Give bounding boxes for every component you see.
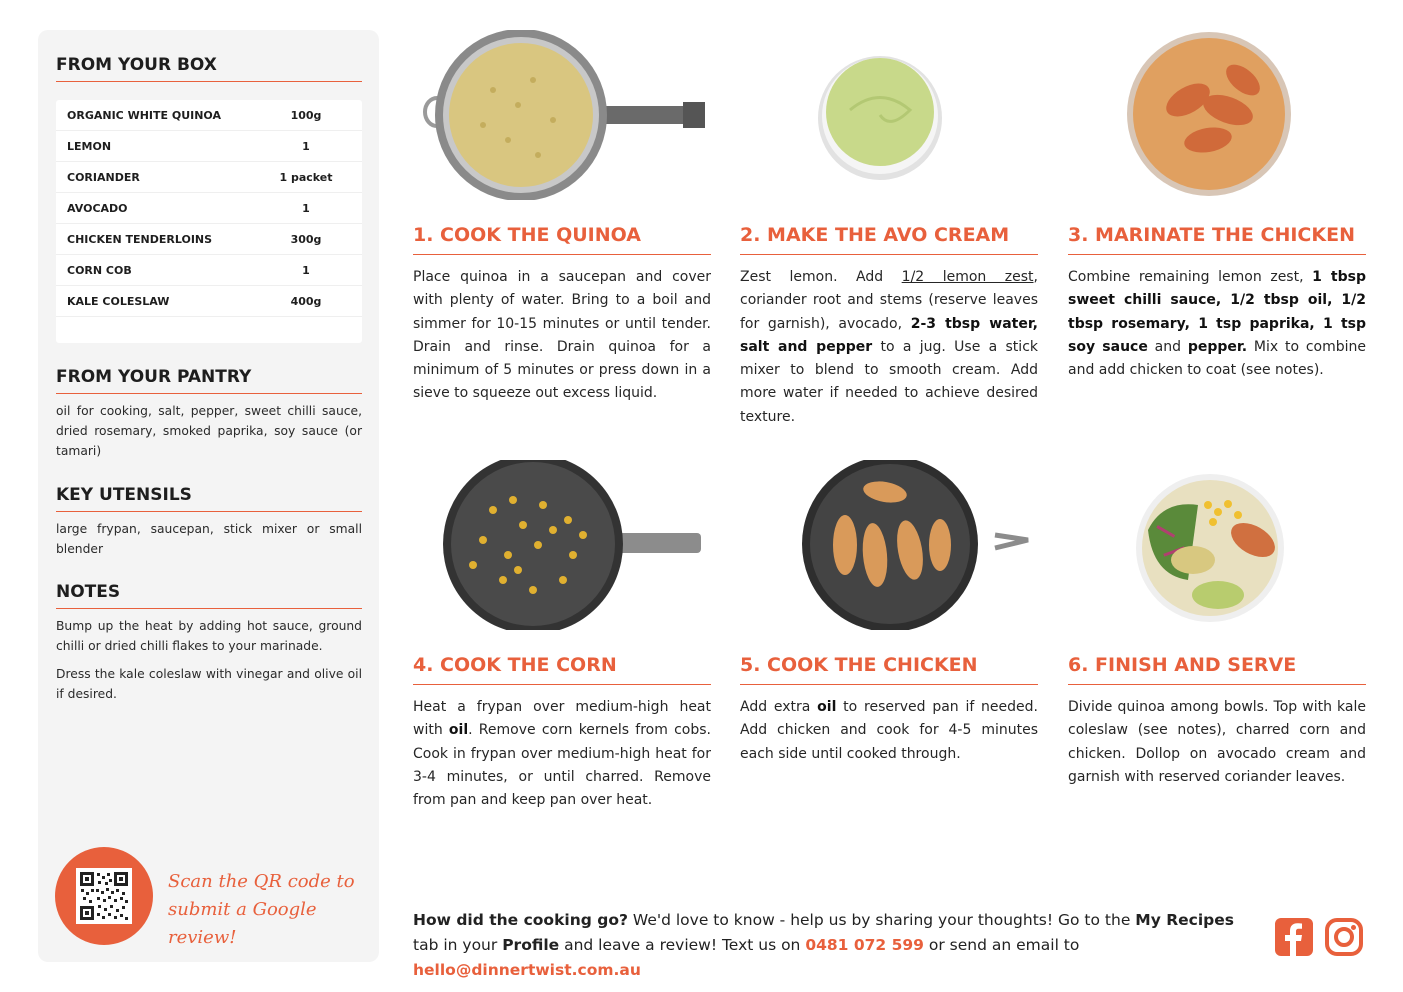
step-3-body <box>1068 266 1366 382</box>
underlined-ingredient: 1/2 lemon zest <box>901 269 1034 285</box>
review-footer <box>413 908 1263 983</box>
step-text: Combine remaining lemon zest, <box>1068 269 1313 285</box>
footer-text-4: or send an email to <box>923 936 1080 954</box>
step-1-title: 1. COOK THE QUINOA <box>413 224 711 255</box>
note-1: Bump up the heat by adding hot sauce, ground chilli or dried chilli flakes to your marinade. <box>56 619 362 653</box>
step-4-title: 4. COOK THE CORN <box>413 654 711 685</box>
ingredient-name: KALE COLESLAW <box>67 294 170 308</box>
from-your-pantry-heading: FROM YOUR PANTRY <box>56 367 362 394</box>
ingredient-name: ORGANIC WHITE QUINOA <box>67 108 221 122</box>
step-text: to a jug. Use a stick mixer to blend to smooth cream. Add more water if needed to achieve desired texture. <box>740 338 1038 425</box>
footer-my-recipes: My Recipes <box>1135 911 1234 929</box>
step-2-body <box>740 266 1038 429</box>
ingredient-name: CORIANDER <box>67 170 140 184</box>
key-utensils-heading: KEY UTENSILS <box>56 485 362 512</box>
facebook-icon[interactable] <box>1275 918 1313 956</box>
bold-ingredient: 2-3 tbsp water, salt and pepper <box>740 315 1038 355</box>
instagram-icon[interactable] <box>1325 918 1363 956</box>
ingredients-sidebar <box>38 30 379 962</box>
ingredient-row <box>56 131 362 162</box>
ingredient-qty: 1 packet <box>279 170 333 184</box>
ingredient-name: AVOCADO <box>67 201 128 215</box>
ingredient-row <box>56 224 362 255</box>
qr-code[interactable] <box>76 868 132 924</box>
step-1-body <box>413 266 711 406</box>
qr-text-line-2: submit a Google review! <box>168 899 317 948</box>
step-6-body <box>1068 696 1366 789</box>
qr-text-line-1: Scan the QR code to <box>168 871 355 892</box>
qr-review-text <box>168 868 368 952</box>
footer-question: How did the cooking go? <box>413 911 628 929</box>
cooked-chicken-pan-image <box>740 460 1038 630</box>
from-your-box-heading: FROM YOUR BOX <box>56 55 362 82</box>
footer-text-2: tab in your <box>413 936 503 954</box>
step-text: Add extra <box>740 699 818 715</box>
ingredient-name: LEMON <box>67 139 112 153</box>
ingredient-qty: 100g <box>290 108 322 122</box>
ingredient-row <box>56 162 362 193</box>
step-5-body <box>740 696 1038 766</box>
ingredient-qty: 1 <box>302 263 310 277</box>
step-4-body <box>413 696 711 812</box>
qr-code-badge[interactable] <box>55 847 153 945</box>
step-2-title: 2. MAKE THE AVO CREAM <box>740 224 1038 255</box>
ingredient-qty: 300g <box>290 232 322 246</box>
step-text: Divide quinoa among bowls. Top with kale coleslaw (see notes), charred corn and chicken. Dollop on avocado cream and garnish with reserved coriander leaves. <box>1068 699 1366 785</box>
bold-ingredient: oil <box>817 699 837 715</box>
marinated-chicken-image <box>1068 30 1366 200</box>
qr-code-icon <box>80 872 128 920</box>
ingredients-table <box>56 100 362 343</box>
step-text: Heat a frypan over medium-high heat with <box>413 699 711 739</box>
step-text: Place quinoa in a saucepan and cover with plenty of water. Bring to a boil and simmer for 10-15 minutes or until tender. Drain and rinse. Drain quinoa for a minimum of 5 minutes or press down in a sieve to squeeze out excess liquid. <box>413 269 711 402</box>
ingredient-qty: 1 <box>302 201 310 215</box>
bold-ingredient: oil <box>448 722 469 739</box>
step-5-title: 5. COOK THE CHICKEN <box>740 654 1038 685</box>
ingredient-qty: 1 <box>302 139 310 153</box>
bold-ingredient: 1 tbsp sweet chilli sauce, 1/2 tbsp oil, 1/2 tbsp rosemary, 1 tsp paprika, 1 tsp soy sauce <box>1068 269 1366 355</box>
ingredient-row <box>56 100 362 131</box>
bold-ingredient: pepper. <box>1187 338 1248 355</box>
footer-text-1: We'd love to know - help us by sharing your thoughts! Go to the <box>627 911 1136 929</box>
step-6-title: 6. FINISH AND SERVE <box>1068 654 1366 685</box>
avocado-cream-image <box>740 30 1038 200</box>
note-2: Dress the kale coleslaw with vinegar and olive oil if desired. <box>56 667 362 701</box>
ingredient-name: CORN COB <box>67 263 132 277</box>
step-3-title: 3. MARINATE THE CHICKEN <box>1068 224 1366 255</box>
utensils-text: large frypan, saucepan, stick mixer or small blender <box>56 522 362 556</box>
ingredient-row <box>56 286 362 317</box>
step-text: , coriander root and stems (reserve leaves for garnish), avocado, <box>740 269 1038 332</box>
email-link[interactable]: hello@dinnertwist.com.au <box>413 961 641 979</box>
step-text: to reserved pan if needed. Add chicken and cook for 4-5 minutes each side until cooked through. <box>740 699 1038 762</box>
step-text: Zest lemon. Add <box>740 269 902 285</box>
phone-link[interactable]: 0481 072 599 <box>805 936 924 954</box>
step-text: Mix to combine and add chicken to coat (see notes). <box>1068 338 1366 379</box>
ingredient-name: CHICKEN TENDERLOINS <box>67 232 213 246</box>
step-text: and <box>1147 338 1188 355</box>
footer-text-3: and leave a review! Text us on <box>559 936 806 954</box>
notes-heading: NOTES <box>56 582 362 609</box>
charred-corn-image <box>413 460 711 630</box>
ingredient-row <box>56 255 362 286</box>
footer-profile: Profile <box>502 936 560 954</box>
pantry-text: oil for cooking, salt, pepper, sweet chilli sauce, dried rosemary, smoked paprika, soy sauce (or tamari) <box>56 404 362 458</box>
ingredient-row <box>56 193 362 224</box>
quinoa-sieve-image <box>413 30 711 200</box>
step-text: . Remove corn kernels from cobs. Cook in frypan over medium-high heat for 3-4 minutes, or until charred. Remove from pan and keep pan over heat. <box>413 722 711 809</box>
finished-bowl-image <box>1068 460 1366 630</box>
ingredient-qty: 400g <box>290 294 322 308</box>
